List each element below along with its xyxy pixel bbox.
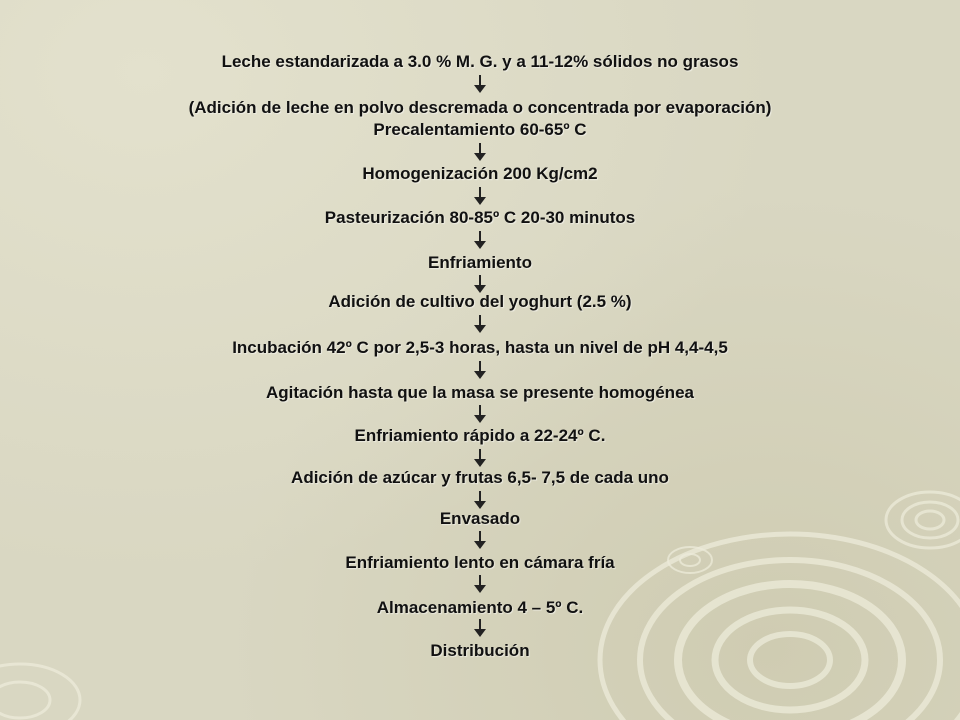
step-culture-addition: Adición de cultivo del yoghurt (2.5 %)	[328, 292, 632, 311]
step-homogenization: Homogenización 200 Kg/cm2	[362, 164, 598, 183]
step-preheating: Precalentamiento 60-65º C	[373, 120, 587, 139]
step-cooling: Enfriamiento	[428, 253, 532, 272]
step-rapid-cooling: Enfriamiento rápido a 22-24º C.	[354, 426, 606, 445]
step-agitation: Agitación hasta que la masa se presente homogénea	[266, 383, 694, 402]
arrow-down-icon	[473, 619, 487, 637]
arrow-down-icon	[473, 143, 487, 161]
arrow-down-icon	[473, 75, 487, 93]
arrow-down-icon	[473, 315, 487, 333]
step-sugar-fruit-addition: Adición de azúcar y frutas 6,5- 7,5 de cada uno	[291, 468, 669, 487]
arrow-down-icon	[473, 361, 487, 379]
step-distribution: Distribución	[430, 641, 530, 660]
step-powder-milk-addition: (Adición de leche en polvo descremada o concentrada por evaporación)	[188, 98, 772, 117]
step-packaging: Envasado	[439, 509, 521, 528]
step-slow-cooling: Enfriamiento lento en cámara fría	[345, 553, 615, 572]
arrow-down-icon	[473, 187, 487, 205]
arrow-down-icon	[473, 575, 487, 593]
arrow-down-icon	[473, 231, 487, 249]
step-standardized-milk: Leche estandarizada a 3.0 % M. G. y a 11-12% sólidos no grasos	[221, 52, 739, 71]
step-storage: Almacenamiento 4 – 5º C.	[376, 598, 584, 617]
arrow-down-icon	[473, 531, 487, 549]
arrow-down-icon	[473, 275, 487, 293]
step-incubation: Incubación 42º C por 2,5-3 horas, hasta un nivel de pH 4,4-4,5	[232, 338, 728, 357]
arrow-down-icon	[473, 449, 487, 467]
arrow-down-icon	[473, 405, 487, 423]
arrow-down-icon	[473, 491, 487, 509]
step-pasteurization: Pasteurización 80-85º C 20-30 minutos	[324, 208, 636, 227]
